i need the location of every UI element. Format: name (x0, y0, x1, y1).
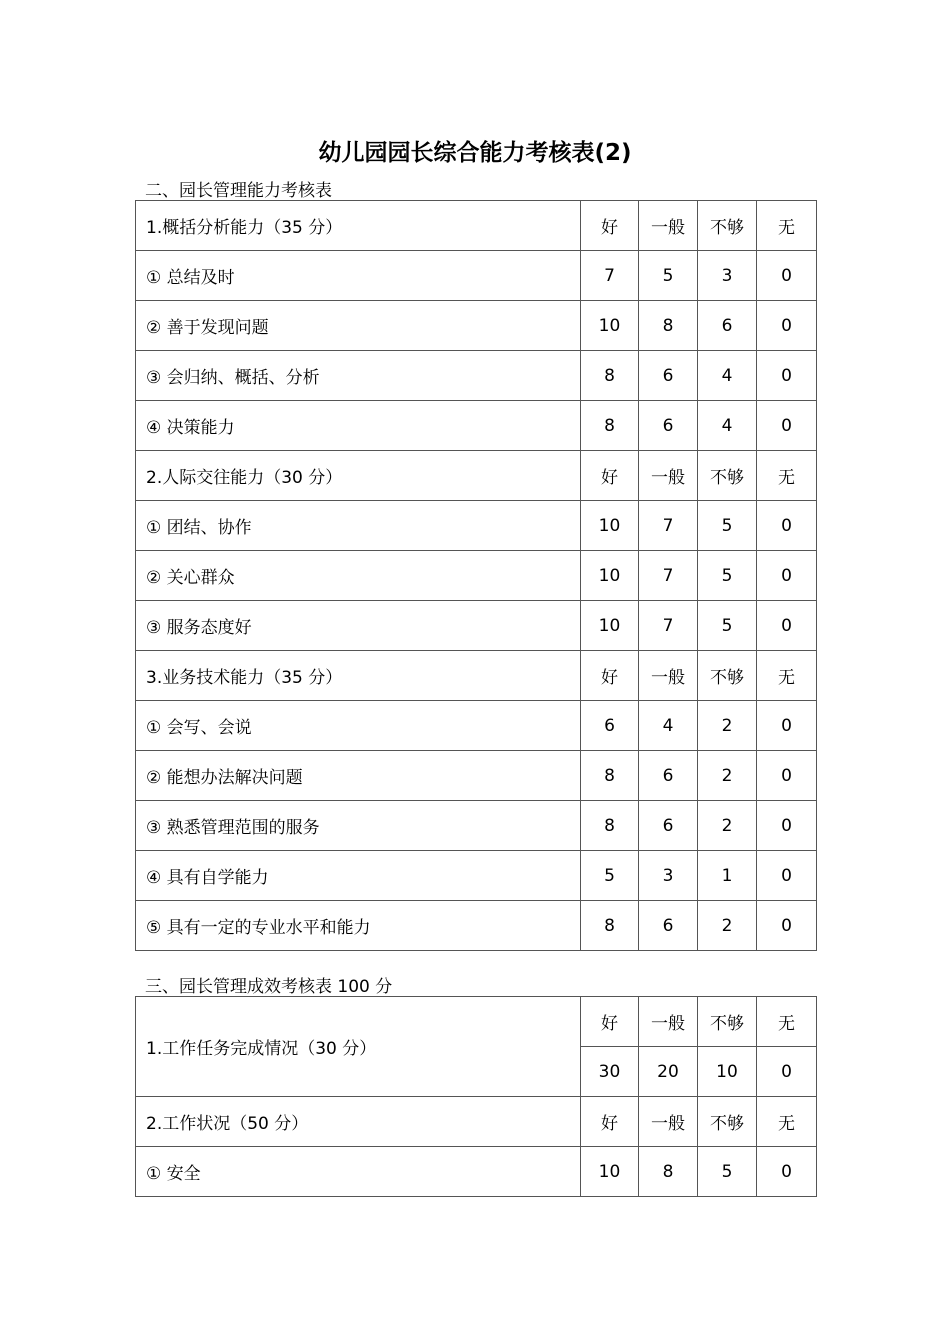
criterion-label: ① 会写、会说 (136, 701, 581, 751)
score-cell: 0 (757, 901, 817, 951)
table-row (136, 251, 817, 301)
score-cell: 6 (639, 351, 698, 401)
grade-header-cell: 好 (581, 997, 639, 1047)
grade-header-cell: 不够 (698, 997, 757, 1047)
score-cell: 6 (639, 801, 698, 851)
table-row (136, 651, 817, 701)
score-cell: 一般 (639, 651, 698, 701)
score-cell: 0 (757, 1147, 817, 1197)
score-cell: 0 (757, 851, 817, 901)
score-cell: 10 (581, 501, 639, 551)
management-ability-table-body (136, 201, 817, 951)
score-cell: 5 (698, 501, 757, 551)
score-cell: 20 (639, 1047, 698, 1097)
table-row (136, 1147, 817, 1197)
criterion-label: 1.概括分析能力（35 分） (136, 201, 581, 251)
criterion-label: ① 安全 (136, 1147, 581, 1197)
section2-caption: 二、园长管理能力考核表 (145, 181, 332, 201)
grade-header-cell: 一般 (639, 997, 698, 1047)
score-cell: 2 (698, 801, 757, 851)
score-cell: 4 (639, 701, 698, 751)
score-cell: 10 (581, 551, 639, 601)
criterion-label: 2.工作状况（50 分） (136, 1097, 581, 1147)
score-cell: 8 (581, 401, 639, 451)
score-cell: 8 (581, 751, 639, 801)
score-cell: 0 (757, 551, 817, 601)
score-cell: 8 (581, 801, 639, 851)
score-cell: 10 (581, 601, 639, 651)
score-cell: 6 (639, 751, 698, 801)
table-row (136, 601, 817, 651)
score-cell: 3 (639, 851, 698, 901)
score-cell: 4 (698, 401, 757, 451)
score-cell: 好 (581, 451, 639, 501)
score-cell: 5 (581, 851, 639, 901)
score-cell: 0 (757, 501, 817, 551)
section3-caption: 三、园长管理成效考核表 100 分 (145, 977, 393, 997)
score-cell: 1 (698, 851, 757, 901)
score-cell: 不够 (698, 651, 757, 701)
table-row (136, 501, 817, 551)
score-cell: 无 (757, 451, 817, 501)
score-cell: 2 (698, 701, 757, 751)
score-cell: 不够 (698, 201, 757, 251)
table-row (136, 401, 817, 451)
criterion-label: ② 善于发现问题 (136, 301, 581, 351)
table-row (136, 351, 817, 401)
score-cell: 7 (581, 251, 639, 301)
score-cell: 0 (757, 351, 817, 401)
criterion-label: ② 能想办法解决问题 (136, 751, 581, 801)
score-cell: 8 (639, 301, 698, 351)
score-cell: 8 (581, 351, 639, 401)
criterion-label: ① 总结及时 (136, 251, 581, 301)
table-row (136, 801, 817, 851)
criterion-label: ⑤ 具有一定的专业水平和能力 (136, 901, 581, 951)
score-cell: 无 (757, 651, 817, 701)
management-ability-table (135, 200, 817, 951)
management-effect-table-body (136, 997, 817, 1197)
score-cell: 10 (581, 1147, 639, 1197)
score-cell: 7 (639, 551, 698, 601)
grade-header-cell: 无 (757, 997, 817, 1047)
score-cell: 8 (581, 901, 639, 951)
score-cell: 0 (757, 1047, 817, 1097)
score-cell: 不够 (698, 451, 757, 501)
table-row (136, 201, 817, 251)
score-cell: 10 (698, 1047, 757, 1097)
score-cell: 6 (639, 901, 698, 951)
score-cell: 8 (639, 1147, 698, 1197)
table-row (136, 451, 817, 501)
score-cell: 5 (639, 251, 698, 301)
score-cell: 无 (757, 201, 817, 251)
score-cell: 0 (757, 601, 817, 651)
table-row (136, 701, 817, 751)
score-cell: 好 (581, 1097, 639, 1147)
score-cell: 0 (757, 751, 817, 801)
criterion-label: ④ 决策能力 (136, 401, 581, 451)
score-cell: 不够 (698, 1097, 757, 1147)
task-completion-label: 1.工作任务完成情况（30 分） (136, 997, 581, 1097)
table-row (136, 751, 817, 801)
score-cell: 0 (757, 301, 817, 351)
page-title: 幼儿园园长综合能力考核表(2) (318, 140, 632, 166)
criterion-label: ④ 具有自学能力 (136, 851, 581, 901)
management-effect-table (135, 996, 817, 1197)
table-row (136, 851, 817, 901)
score-cell: 30 (581, 1047, 639, 1097)
score-cell: 一般 (639, 201, 698, 251)
score-cell: 0 (757, 801, 817, 851)
score-cell: 0 (757, 251, 817, 301)
score-cell: 好 (581, 651, 639, 701)
criterion-label: ③ 服务态度好 (136, 601, 581, 651)
score-cell: 3 (698, 251, 757, 301)
score-cell: 0 (757, 401, 817, 451)
criterion-label: ③ 熟悉管理范围的服务 (136, 801, 581, 851)
score-cell: 6 (698, 301, 757, 351)
score-cell: 6 (581, 701, 639, 751)
score-cell: 10 (581, 301, 639, 351)
score-cell: 5 (698, 601, 757, 651)
score-cell: 0 (757, 701, 817, 751)
criterion-label: 2.人际交往能力（30 分） (136, 451, 581, 501)
score-cell: 2 (698, 751, 757, 801)
criterion-label: ② 关心群众 (136, 551, 581, 601)
score-cell: 好 (581, 201, 639, 251)
score-cell: 7 (639, 501, 698, 551)
table-row (136, 997, 817, 1047)
criterion-label: ③ 会归纳、概括、分析 (136, 351, 581, 401)
score-cell: 2 (698, 901, 757, 951)
score-cell: 一般 (639, 451, 698, 501)
score-cell: 无 (757, 1097, 817, 1147)
table-row (136, 901, 817, 951)
table-row (136, 301, 817, 351)
score-cell: 一般 (639, 1097, 698, 1147)
score-cell: 6 (639, 401, 698, 451)
score-cell: 4 (698, 351, 757, 401)
criterion-label: 3.业务技术能力（35 分） (136, 651, 581, 701)
table-row (136, 1097, 817, 1147)
score-cell: 5 (698, 551, 757, 601)
score-cell: 7 (639, 601, 698, 651)
table-row (136, 551, 817, 601)
criterion-label: ① 团结、协作 (136, 501, 581, 551)
score-cell: 5 (698, 1147, 757, 1197)
